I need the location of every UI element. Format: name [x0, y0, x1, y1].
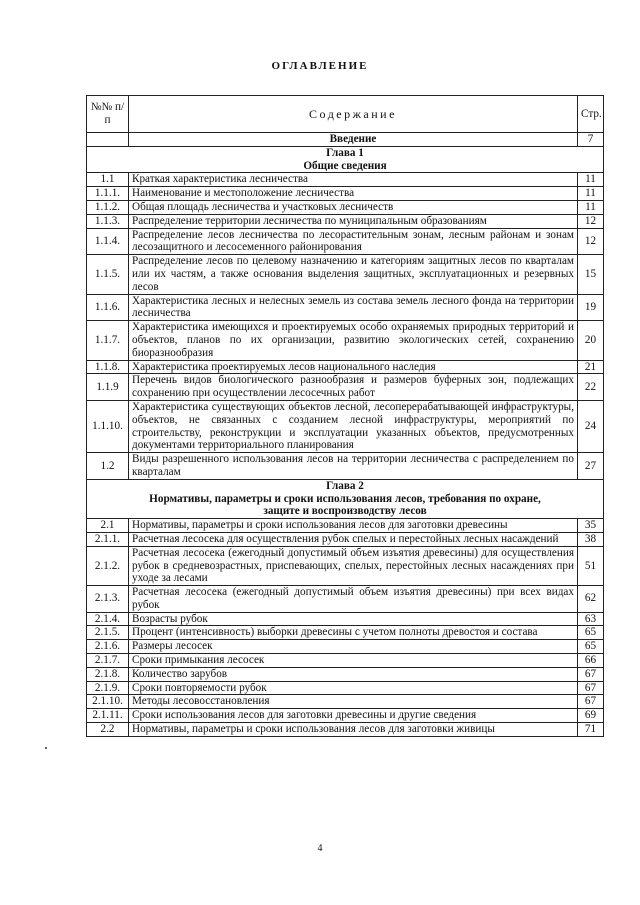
chapter2-heading — [87, 479, 604, 518]
toc-row-text: Нормативы, параметры и сроки использования лесов для заготовки живицы — [129, 723, 578, 737]
toc-row-text: Наименование и местоположение лесничества — [129, 187, 578, 201]
toc-row-text: Распределение лесов по целевому назначению и категориям защитных лесов по кварталам или их частям, а также основания выделения защитных, эксплуатационных и резервных лесов — [129, 255, 578, 294]
toc-row — [87, 321, 604, 360]
toc-row-text: Характеристика имеющихся и проектируемых особо охраняемых природных территорий и объектов, планов по их организации, развитию экологических сетей, сохранению биоразнообразия — [129, 321, 578, 360]
toc-row — [87, 519, 604, 533]
toc-row-text: Характеристика существующих объектов лесной, лесоперерабатывающей инфраструктуры, объектов, не связанных с созданием лесной инфраструктуры, мероприятий по строительству, реконструкции и эксплуатации указанных объектов, предусмотренных документами территориального планирования — [129, 400, 578, 452]
toc-row-num: 2.1.3. — [87, 586, 129, 613]
toc-row-text: Расчетная лесосека (ежегодный допустимый объем изъятия древесины) при всех видах рубок — [129, 586, 578, 613]
toc-row-text: Краткая характеристика лесничества — [129, 173, 578, 187]
toc-row-text: Характеристика проектируемых лесов национального наследия — [129, 360, 578, 374]
chapter1-label: Глава 1 — [326, 146, 364, 159]
toc-row — [87, 294, 604, 321]
chapter1-heading — [87, 146, 604, 173]
chapter1-row — [87, 146, 604, 173]
toc-row — [87, 709, 604, 723]
toc-row-text: Количество зарубов — [129, 667, 578, 681]
toc-row-text: Расчетная лесосека для осуществления рубок спелых и перестойных лесных насаждений — [129, 532, 578, 546]
toc-row-page: 15 — [578, 255, 604, 294]
chapter2-subtitle: Нормативы, параметры и сроки использования лесов, требования по охране, защите и воспроизводству лесов — [149, 492, 541, 518]
toc-row-num: 2.1.8. — [87, 667, 129, 681]
toc-row-num: 2.1.1. — [87, 532, 129, 546]
toc-row — [87, 228, 604, 255]
toc-row — [87, 681, 604, 695]
toc-row-text: Общая площадь лесничества и участковых лесничеств — [129, 200, 578, 214]
toc-row-num: 2.1.2. — [87, 546, 129, 585]
page-number: 4 — [317, 843, 323, 854]
toc-row-num: 2.1.4. — [87, 612, 129, 626]
toc-row — [87, 586, 604, 613]
toc-row-text: Перечень видов биологического разнообразия и размеров буферных зон, подлежащих сохранению при осуществлении лесосечных работ — [129, 374, 578, 401]
toc-body — [87, 133, 604, 737]
toc-row-num: 1.2 — [87, 453, 129, 480]
toc-row — [87, 532, 604, 546]
toc-row — [87, 453, 604, 480]
toc-row-num: 2.1 — [87, 519, 129, 533]
toc-row-num: 2.1.11. — [87, 709, 129, 723]
scan-speck — [45, 747, 47, 749]
toc-row-page: 67 — [578, 667, 604, 681]
toc-row-num: 1.1.6. — [87, 294, 129, 321]
toc-row — [87, 360, 604, 374]
toc-row-page: 65 — [578, 640, 604, 654]
toc-row-page: 65 — [578, 626, 604, 640]
toc-row-num: 1.1.1. — [87, 187, 129, 201]
toc-row-num: 2.2 — [87, 723, 129, 737]
toc-row — [87, 214, 604, 228]
toc-row-num: 1.1.2. — [87, 200, 129, 214]
toc-row-page: 11 — [578, 173, 604, 187]
toc-row — [87, 654, 604, 668]
toc-row-page: 11 — [578, 200, 604, 214]
toc-row-text: Сроки повторяемости рубок — [129, 681, 578, 695]
toc-row-page: 11 — [578, 187, 604, 201]
toc-row-page: 19 — [578, 294, 604, 321]
toc-row-page: 66 — [578, 654, 604, 668]
toc-row — [87, 200, 604, 214]
toc-row — [87, 400, 604, 452]
toc-row-page: 20 — [578, 321, 604, 360]
toc-row — [87, 187, 604, 201]
toc-row-num: 1.1.4. — [87, 228, 129, 255]
toc-row — [87, 640, 604, 654]
toc-row-page: 69 — [578, 709, 604, 723]
chapter1-subtitle: Общие сведения — [303, 159, 387, 172]
toc-row-page: 71 — [578, 723, 604, 737]
toc-row-num: 2.1.9. — [87, 681, 129, 695]
header-page: Стр. — [578, 96, 604, 133]
toc-row-page: 67 — [578, 695, 604, 709]
toc-row-page: 27 — [578, 453, 604, 480]
toc-row-num: 1.1.8. — [87, 360, 129, 374]
toc-row-text: Возрасты рубок — [129, 612, 578, 626]
header-content: Содержание — [129, 96, 578, 133]
toc-row — [87, 612, 604, 626]
toc-row — [87, 626, 604, 640]
toc-row-page: 22 — [578, 374, 604, 401]
toc-row-page: 21 — [578, 360, 604, 374]
intro-num-cell — [87, 133, 129, 147]
toc-row-num: 2.1.5. — [87, 626, 129, 640]
toc-row-text: Сроки использования лесов для заготовки древесины и другие сведения — [129, 709, 578, 723]
toc-row-page: 62 — [578, 586, 604, 613]
toc-row-num: 1.1.9 — [87, 374, 129, 401]
toc-row-page: 67 — [578, 681, 604, 695]
toc-row-num: 1.1.10. — [87, 400, 129, 452]
chapter2-row — [87, 479, 604, 518]
toc-row-page: 38 — [578, 532, 604, 546]
intro-label: Введение — [129, 133, 578, 147]
toc-row-num: 1.1.7. — [87, 321, 129, 360]
header-num: №№ п/п — [87, 96, 129, 133]
intro-page: 7 — [578, 133, 604, 147]
toc-row-page: 35 — [578, 519, 604, 533]
toc-row — [87, 374, 604, 401]
intro-row — [87, 133, 604, 147]
toc-row — [87, 173, 604, 187]
toc-row — [87, 723, 604, 737]
toc-row-text: Процент (интенсивность) выборки древесины с учетом полноты древостоя и состава — [129, 626, 578, 640]
toc-table — [86, 95, 604, 737]
chapter2-label: Глава 2 — [326, 479, 364, 492]
toc-row-text: Характеристика лесных и нелесных земель из состава земель лесного фонда на территории лесничества — [129, 294, 578, 321]
toc-row — [87, 255, 604, 294]
toc-row — [87, 695, 604, 709]
toc-row — [87, 546, 604, 585]
toc-row-page: 12 — [578, 228, 604, 255]
toc-row-num: 2.1.10. — [87, 695, 129, 709]
toc-row-num: 1.1 — [87, 173, 129, 187]
toc-row-page: 12 — [578, 214, 604, 228]
toc-row-num: 2.1.6. — [87, 640, 129, 654]
document-title: ОГЛАВЛЕНИЕ — [271, 60, 369, 72]
toc-header-row — [87, 96, 604, 133]
toc-row — [87, 667, 604, 681]
toc-row-text: Сроки примыкания лесосек — [129, 654, 578, 668]
toc-row-page: 24 — [578, 400, 604, 452]
toc-row-text: Виды разрешенного использования лесов на территории лесничества с распределением по кварталам — [129, 453, 578, 480]
toc-row-text: Нормативы, параметры и сроки использования лесов для заготовки древесины — [129, 519, 578, 533]
toc-row-text: Размеры лесосек — [129, 640, 578, 654]
toc-row-num: 1.1.3. — [87, 214, 129, 228]
toc-row-text: Расчетная лесосека (ежегодный допустимый объем изъятия древесины) для осуществления рубок в средневозрастных, приспевающих, спелых, перестойных лесных насаждениях при уходе за лесами — [129, 546, 578, 585]
toc-row-page: 51 — [578, 546, 604, 585]
toc-row-num: 2.1.7. — [87, 654, 129, 668]
toc-row-text: Распределение территории лесничества по муниципальным образованиям — [129, 214, 578, 228]
toc-row-num: 1.1.5. — [87, 255, 129, 294]
toc-row-text: Методы лесовосстановления — [129, 695, 578, 709]
toc-row-text: Распределение лесов лесничества по лесорастительным зонам, лесным районам и зонам лесозащитного и лесосеменного районирования — [129, 228, 578, 255]
toc-row-page: 63 — [578, 612, 604, 626]
